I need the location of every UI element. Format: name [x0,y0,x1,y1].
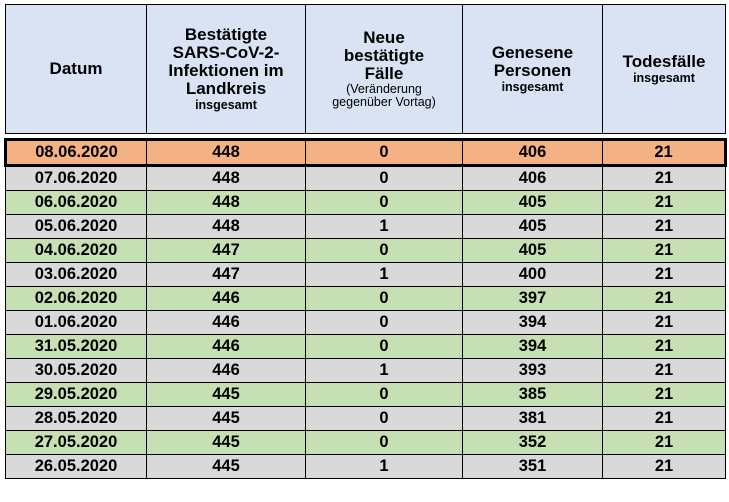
cell-infektionen: 448 [147,140,306,166]
cell-genesene: 400 [463,263,603,287]
table-body [6,134,726,479]
cell-infektionen: 448 [147,215,306,239]
table-row [6,215,726,239]
table-row [6,359,726,383]
cell-todesfaelle: 21 [603,311,726,335]
cell-datum: 04.06.2020 [6,239,147,263]
cell-todesfaelle: 21 [603,140,726,166]
cell-todesfaelle: 21 [603,239,726,263]
table-row [6,407,726,431]
header-todesfaelle-line1: Todesfälle [622,52,706,72]
table-row [6,263,726,287]
cell-datum: 29.05.2020 [6,383,147,407]
cell-infektionen: 446 [147,359,306,383]
cell-neue-faelle: 1 [306,359,463,383]
cell-todesfaelle: 21 [603,383,726,407]
cell-datum: 07.06.2020 [6,166,147,191]
cell-genesene: 351 [463,455,603,479]
table-row [6,455,726,479]
cell-neue-faelle: 0 [306,166,463,191]
covid-stats-table [4,4,727,479]
cell-datum: 28.05.2020 [6,407,147,431]
cell-datum: 31.05.2020 [6,335,147,359]
table-row [6,166,726,191]
cell-datum: 02.06.2020 [6,287,147,311]
header-todesfaelle [603,5,726,134]
cell-todesfaelle: 21 [603,431,726,455]
table-header-row [6,5,726,134]
header-infektionen-line4: Landkreis [185,78,267,98]
header-infektionen-line3: Infektionen im [168,60,284,80]
cell-infektionen: 445 [147,455,306,479]
cell-infektionen: 445 [147,431,306,455]
cell-datum: 26.05.2020 [6,455,147,479]
cell-infektionen: 447 [147,239,306,263]
cell-neue-faelle: 0 [306,140,463,166]
cell-neue-faelle: 1 [306,215,463,239]
cell-neue-faelle: 1 [306,455,463,479]
cell-datum: 08.06.2020 [6,140,147,166]
cell-genesene: 405 [463,239,603,263]
cell-todesfaelle: 21 [603,215,726,239]
cell-genesene: 393 [463,359,603,383]
cell-genesene: 394 [463,311,603,335]
cell-genesene: 405 [463,215,603,239]
header-datum [6,5,147,134]
cell-infektionen: 445 [147,383,306,407]
cell-todesfaelle: 21 [603,166,726,191]
header-infektionen-sub: insgesamt [195,97,257,112]
cell-neue-faelle: 0 [306,287,463,311]
cell-datum: 05.06.2020 [6,215,147,239]
cell-neue-faelle: 0 [306,311,463,335]
cell-todesfaelle: 21 [603,263,726,287]
cell-neue-faelle: 0 [306,383,463,407]
table-row [6,311,726,335]
cell-genesene: 385 [463,383,603,407]
header-neue-note1: (Veränderung [346,81,422,96]
cell-neue-faelle: 0 [306,407,463,431]
header-genesene-line2: Personen [493,60,572,80]
cell-infektionen: 448 [147,191,306,215]
table-row [6,287,726,311]
cell-datum: 06.06.2020 [6,191,147,215]
table-row [6,191,726,215]
table-row [6,239,726,263]
header-neue-faelle [306,5,463,134]
cell-infektionen: 445 [147,407,306,431]
cell-neue-faelle: 0 [306,431,463,455]
cell-todesfaelle: 21 [603,287,726,311]
cell-infektionen: 447 [147,263,306,287]
table-row-current [6,140,726,166]
cell-genesene: 352 [463,431,603,455]
header-todesfaelle-sub: insgesamt [633,70,695,85]
cell-neue-faelle: 0 [306,335,463,359]
covid-stats-table-container [4,4,727,479]
cell-neue-faelle: 1 [306,263,463,287]
cell-todesfaelle: 21 [603,455,726,479]
header-genesene-sub: insgesamt [501,79,564,94]
cell-neue-faelle: 0 [306,191,463,215]
cell-datum: 27.05.2020 [6,431,147,455]
cell-datum: 30.05.2020 [6,359,147,383]
cell-genesene: 394 [463,335,603,359]
header-infektionen-line1: Bestätigte [184,25,268,45]
table-row [6,383,726,407]
cell-genesene: 406 [463,166,603,191]
cell-todesfaelle: 21 [603,335,726,359]
header-neue-line3: Fälle [364,63,404,83]
cell-genesene: 381 [463,407,603,431]
cell-infektionen: 446 [147,335,306,359]
header-infektionen-line2: SARS-CoV-2- [172,43,280,63]
table-row [6,431,726,455]
header-neue-line1: Neue [363,28,405,48]
header-infektionen [147,5,306,134]
cell-neue-faelle: 0 [306,239,463,263]
cell-infektionen: 446 [147,287,306,311]
header-genesene [463,5,603,134]
header-datum-label: Datum [49,59,103,79]
cell-todesfaelle: 21 [603,359,726,383]
header-neue-note2: gegenüber Vortag) [332,94,436,109]
header-neue-line2: bestätigte [343,45,425,65]
cell-genesene: 397 [463,287,603,311]
cell-genesene: 406 [463,140,603,166]
cell-infektionen: 446 [147,311,306,335]
cell-datum: 03.06.2020 [6,263,147,287]
cell-datum: 01.06.2020 [6,311,147,335]
cell-genesene: 405 [463,191,603,215]
cell-infektionen: 448 [147,166,306,191]
header-genesene-line1: Genesene [491,43,574,63]
cell-todesfaelle: 21 [603,191,726,215]
table-row [6,335,726,359]
cell-todesfaelle: 21 [603,407,726,431]
